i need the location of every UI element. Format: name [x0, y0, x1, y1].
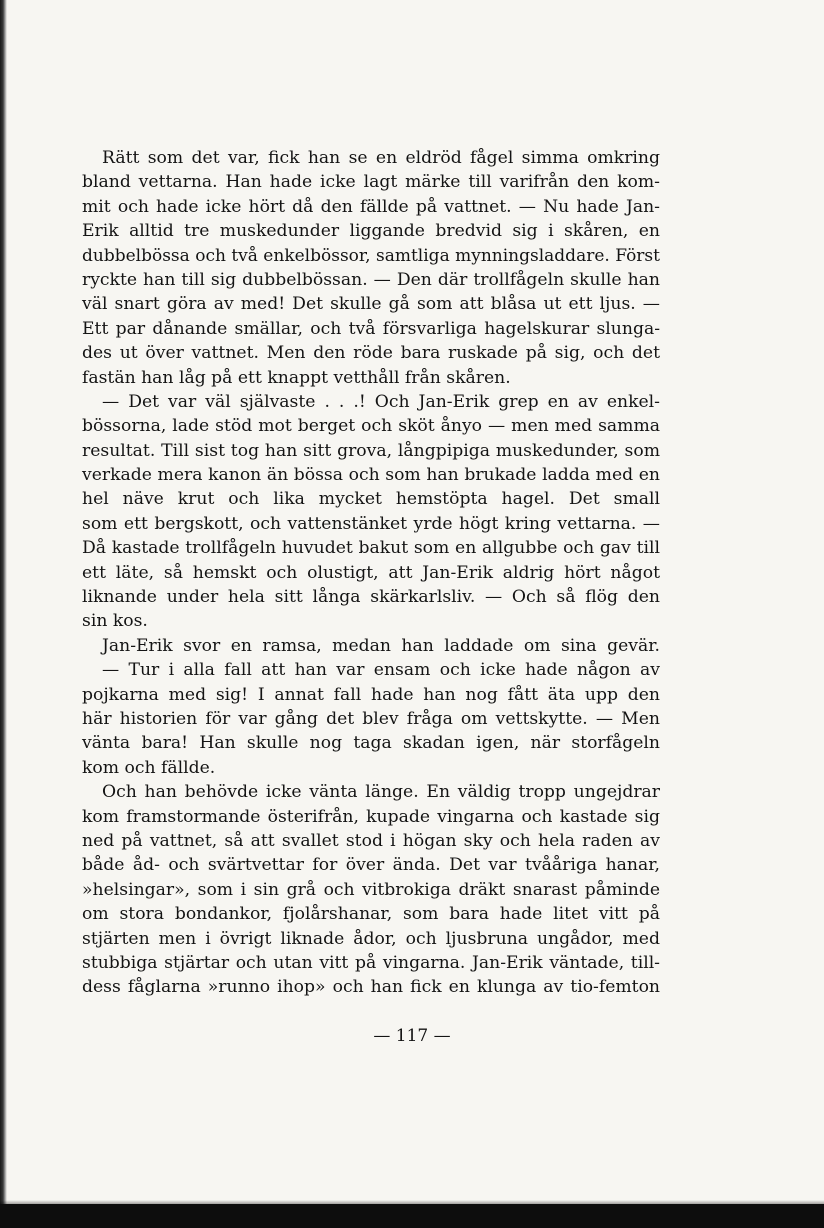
text-line: ned på vattnet, så att svallet stod i högan sky och hela raden av — [82, 830, 660, 851]
text-line: — Det var väl självaste . . .! Och Jan-Erik grep en av enkel- — [102, 391, 660, 412]
scan-bottom-edge — [0, 1204, 824, 1228]
text-line: väl snart göra av med! Det skulle gå som att blåsa ut ett ljus. — — [82, 294, 660, 315]
text-line: dess fåglarna »runno ihop» och han fick en klunga av tio-femton — [82, 977, 660, 998]
text-line: Då kastade trollfågeln huvudet bakut som en allgubbe och gav till — [82, 538, 660, 559]
text-line: sin kos. — [82, 611, 148, 632]
text-line: liknande under hela sitt långa skärkarlsliv. — Och så flög den — [82, 587, 660, 608]
body-text — [82, 146, 660, 1000]
text-line: verkade mera kanon än bössa och som han brukade ladda med en — [82, 465, 660, 486]
text-line: — Tur i alla fall att han var ensam och icke hade någon av — [102, 660, 660, 681]
text-line: stjärten men i övrigt liknade ådor, och ljusbruna ungådor, med — [82, 928, 660, 949]
page-number: — 117 — — [373, 1026, 451, 1046]
text-line: som ett bergskott, och vattenstänket yrde högt kring vettarna. — — [82, 513, 660, 534]
text-line: »helsingar», som i sin grå och vitbrokiga dräkt snarast påminde — [82, 879, 660, 900]
text-line: fastän han låg på ett knappt vetthåll från skåren. — [82, 367, 511, 388]
text-line: vänta bara! Han skulle nog taga skadan igen, när storfågeln — [82, 733, 660, 754]
text-line: des ut över vattnet. Men den röde bara ruskade på sig, och det — [82, 343, 660, 364]
text-line: Rätt som det var, fick han se en eldröd fågel simma omkring — [102, 148, 660, 168]
text-line: ryckte han till sig dubbelbössan. — Den där trollfågeln skulle han — [82, 269, 660, 290]
text-line: kom framstormande österifrån, kupade vingarna och kastade sig — [82, 806, 660, 827]
text-line: om stora bondankor, fjolårshanar, som bara hade litet vitt på — [82, 904, 660, 925]
text-line: Och han behövde icke vänta länge. En väldig tropp ungejdrar — [102, 782, 660, 803]
text-line: dubbelbössa och två enkelbössor, samtliga mynningsladdare. Först — [82, 245, 660, 266]
text-line: Jan-Erik svor en ramsa, medan han laddade om sina gevär. — [102, 635, 660, 656]
text-line: både åd- och svärtvettar for över ända. Det var tvååriga hanar, — [82, 855, 660, 876]
text-line: stubbiga stjärtar och utan vitt på vingarna. Jan-Erik väntade, till- — [82, 952, 660, 973]
text-line: hel näve krut och lika mycket hemstöpta hagel. Det small — [82, 489, 660, 510]
text-line: bössorna, lade stöd mot berget och sköt ånyo — men med samma — [82, 416, 660, 437]
text-line: Ett par dånande smällar, och två försvarliga hagelskurar slunga- — [82, 318, 660, 339]
text-line: Erik alltid tre muskedunder liggande bredvid sig i skåren, en — [82, 221, 660, 242]
text-line: mit och hade icke hört då den fällde på vattnet. — Nu hade Jan- — [82, 196, 660, 217]
text-line: ett läte, så hemskt och olustigt, att Jan-Erik aldrig hört något — [82, 562, 660, 583]
text-line: pojkarna med sig! I annat fall hade han nog fått äta upp den — [82, 684, 660, 705]
text-line: kom och fällde. — [82, 757, 216, 778]
text-line: bland vettarna. Han hade icke lagt märke till varifrån den kom- — [82, 172, 660, 193]
text-line: resultat. Till sist tog han sitt grova, långpipiga muskedunder, som — [82, 440, 660, 461]
text-line: här historien för var gång det blev fråga om vettskytte. — Men — [82, 708, 660, 729]
